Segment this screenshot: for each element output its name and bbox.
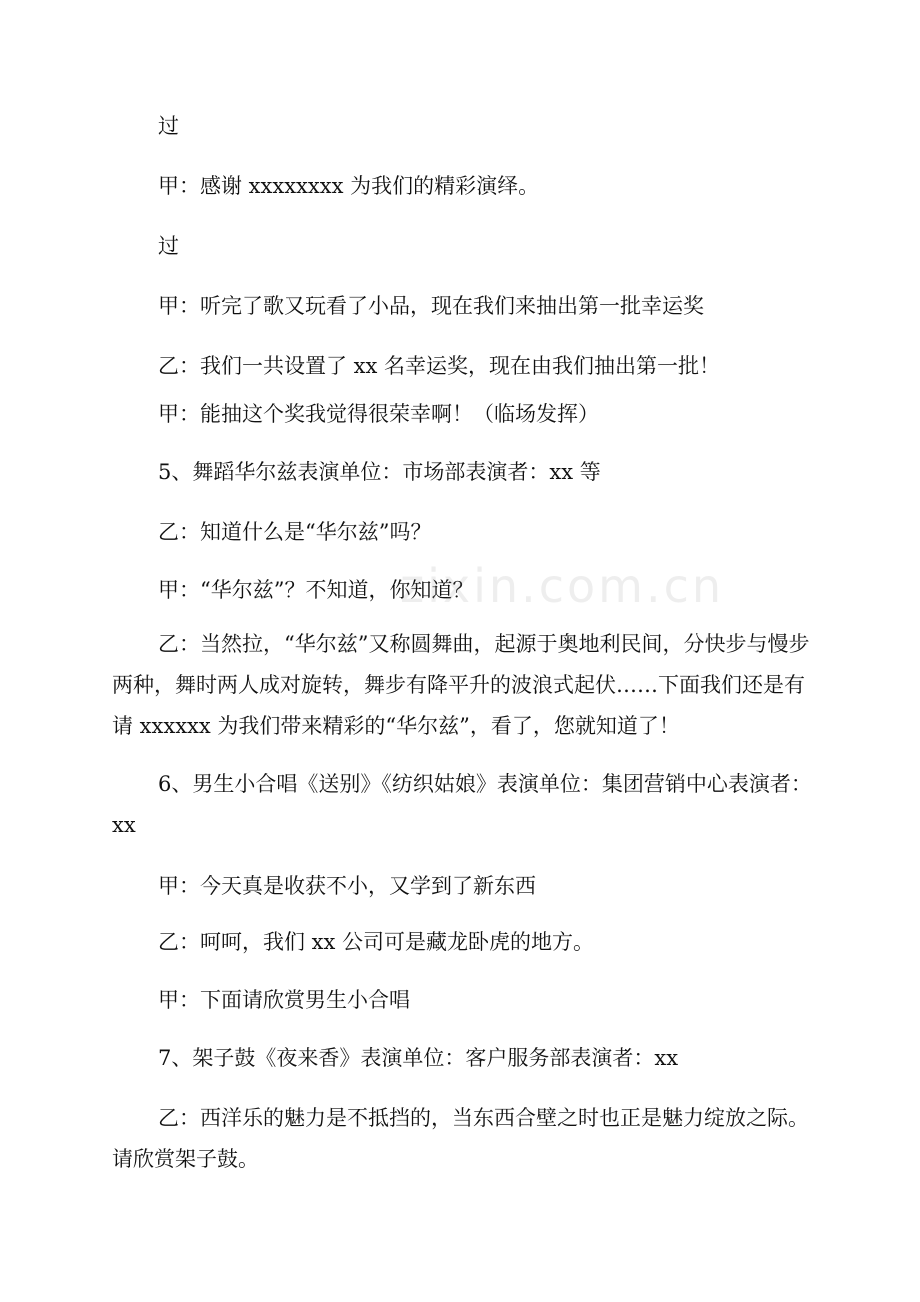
paragraph-8: 乙：知道什么是“华尔兹”吗？ (158, 520, 432, 544)
paragraph-14: 甲：下面请欣赏男生小合唱 (158, 988, 410, 1012)
section-heading-6: 6、男生小合唱《送别》《纺织姑娘》表演单位：集团营销中心表演者：xx (112, 772, 812, 837)
paragraph-12: 甲：今天真是收获不小，又学到了新东西 (158, 874, 536, 898)
paragraph-16: 乙：西洋乐的魅力是不抵挡的，当东西合壁之时也正是魅力绽放之际。请欣赏架子鼓。 (112, 1106, 809, 1171)
paragraph-5: 乙：我们一共设置了 xx 名幸运奖，现在由我们抽出第一批！ (158, 354, 721, 378)
paragraph-1: 过 (158, 114, 179, 138)
section-heading-5: 5、舞蹈华尔兹表演单位：市场部表演者：xx 等 (158, 460, 601, 484)
paragraph-13: 乙：呵呵，我们 xx 公司可是藏龙卧虎的地方。 (158, 930, 595, 954)
section-heading-7: 7、架子鼓《夜来香》表演单位：客户服务部表演者：xx (158, 1046, 679, 1070)
paragraph-9: 甲：“华尔兹”？不知道，你知道？ (158, 578, 474, 602)
watermark: zixin.com.cn (400, 559, 725, 613)
paragraph-6: 甲：能抽这个奖我觉得很荣幸啊！（临场发挥） (158, 402, 599, 426)
paragraph-10: 乙：当然拉，“华尔兹”又称圆舞曲，起源于奥地利民间，分快步与慢步两种，舞时两人成对旋转，舞步有降平升的波浪式起伏……下面我们还是有请 xxxxxx 为我们带来精彩的“华尔兹”，看了，您就知道了！ (112, 632, 810, 738)
paragraph-4: 甲：听完了歌又玩看了小品，现在我们来抽出第一批幸运奖 (158, 294, 704, 318)
paragraph-2: 甲：感谢 xxxxxxxx 为我们的精彩演绎。 (158, 174, 540, 198)
paragraph-3: 过 (158, 234, 179, 258)
